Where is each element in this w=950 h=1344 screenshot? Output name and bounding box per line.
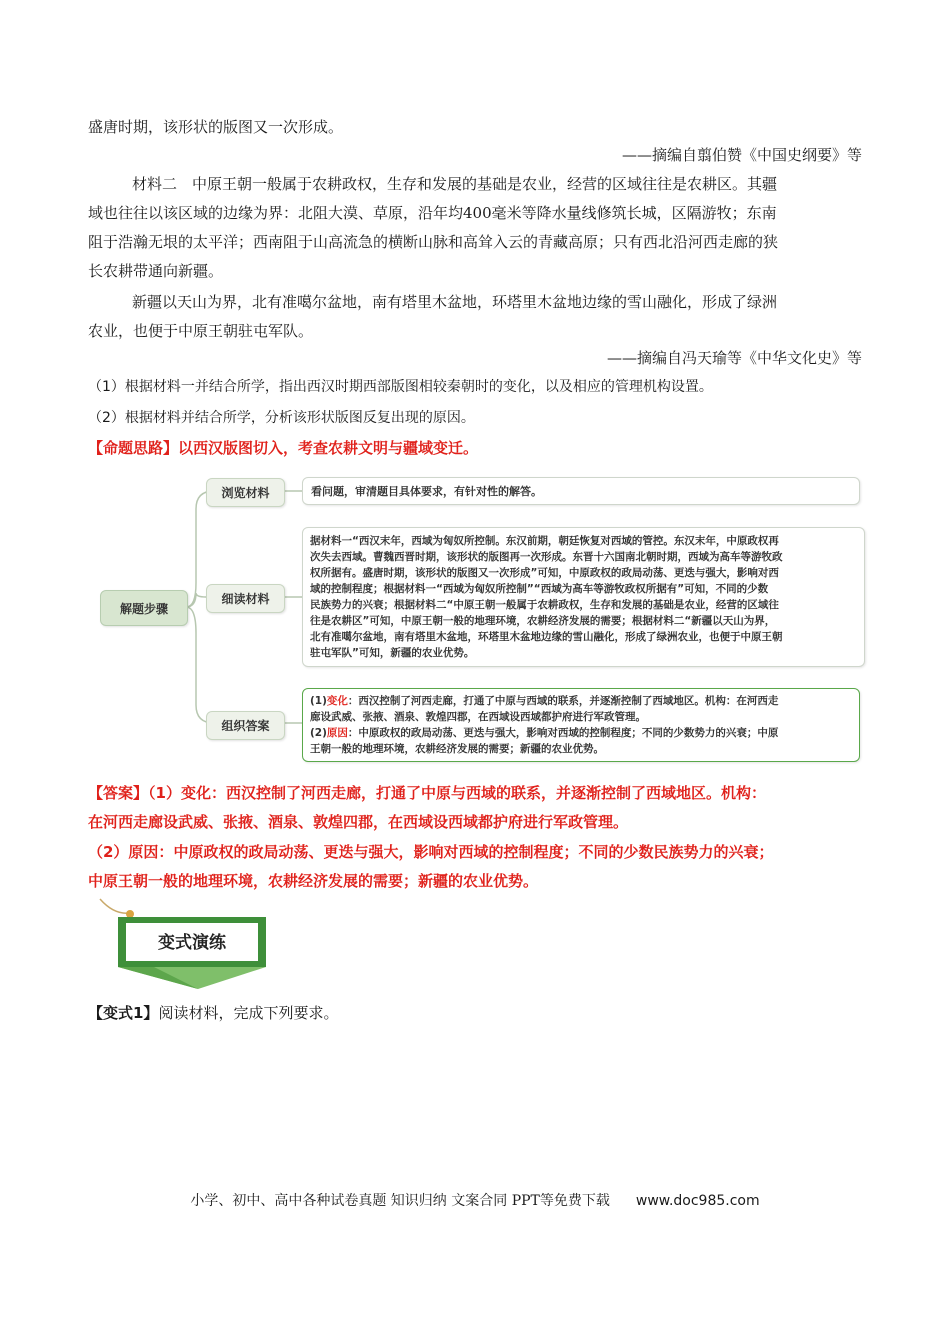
material-2-line: 域也往往以该区域的边缘为界：北阻大漠、草原，沿年均400毫米等降水量线修筑长城，区隔游牧；东南	[88, 204, 777, 222]
read-content-line: 次失去西域。曹魏西晋时期，该形状的版图再一次形成。东晋十六国南北朝时期，西域为高车等游牧政	[310, 551, 783, 563]
question-intent: 【命题思路】以西汉版图切入，考查农耕文明与疆域变迁。	[88, 439, 479, 457]
variant-text: 阅读材料，完成下列要求。	[158, 1004, 339, 1022]
step-node-read: 细读材料	[206, 584, 285, 613]
step-node-answer: 组织答案	[206, 711, 285, 740]
answer-1-text: ：西汉控制了河西走廊，打通了中原与西域的联系，并逐渐控制了西域地区。机构：在河西走	[347, 695, 779, 707]
section-banner	[94, 897, 274, 992]
read-content-line: 驻屯军队”可知，新疆的农业优势。	[310, 647, 475, 659]
read-content-box	[302, 527, 865, 667]
source-citation-1: ——摘编自翦伯赞《中国史纲要》等	[621, 146, 862, 164]
answer-line-3	[310, 725, 852, 741]
answer-1-prefix: (1)	[310, 695, 327, 707]
solution-steps-diagram	[96, 473, 868, 765]
banner-twine	[100, 899, 130, 913]
banner-knot-icon	[126, 910, 134, 918]
read-content-line: 据材料一“西汉末年，西域为匈奴所控制。东汉前期，朝廷恢复对西域的管控。东汉末年，中原政权再	[310, 535, 779, 547]
variant-label: 【变式1】	[88, 1004, 159, 1022]
answer-line-1	[310, 693, 852, 709]
banner-graphic	[94, 897, 274, 992]
root-node-solution-steps: 解题步骤	[100, 590, 188, 626]
answer-1-key: 变化	[326, 695, 348, 707]
question-1: （1）根据材料一并结合所学，指出西汉时期西部版图相较秦朝时的变化，以及相应的管理机构设置。	[88, 379, 713, 395]
browse-content-box	[302, 477, 860, 505]
banner-title: 变式演练	[158, 933, 226, 953]
material-2-line: 材料二 中原王朝一般属于农耕政权，生存和发展的基础是农业，经营的区域往往是农耕区。其疆	[132, 175, 778, 193]
variant-heading	[88, 1003, 338, 1023]
material-2-line: 阻于浩瀚无垠的太平洋；西南阻于山高流急的横断山脉和高耸入云的青藏高原；只有西北沿河西走廊的狭	[88, 233, 779, 251]
read-content-line: 域的控制程度；根据材料一“西域为匈奴所控制”“西域为高车等游牧政权所据有”可知，不同的少数	[310, 583, 769, 595]
answer-2-prefix: (2)	[310, 727, 327, 739]
read-content-line: 北有准噶尔盆地，南有塔里木盆地，环塔里木盆地边缘的雪山融化，形成了绿洲农业，也便于中原王朝	[310, 631, 783, 643]
paragraph-tang: 盛唐时期，该形状的版图又一次形成。	[88, 118, 344, 136]
answer-line-4: 王朝一般的地理环境，农耕经济发展的需要；新疆的农业优势。	[310, 743, 604, 755]
answer-content-box	[302, 688, 860, 762]
read-content-line: 权所据有。盛唐时期，该形状的版图又一次形成”可知，中原政权的政局动荡、更迭与强大，影响对西	[310, 567, 779, 579]
answer-line: 在河西走廊设武威、张掖、酒泉、敦煌四郡，在西域设西域都护府进行军政管理。	[88, 813, 629, 831]
material-2-line: 长农耕带通向新疆。	[88, 262, 224, 280]
step-node-browse: 浏览材料	[206, 478, 285, 507]
read-content-line: 民族势力的兴衰；根据材料二“中原王朝一般属于农耕政权，生存和发展的基础是农业，经营的区域往	[310, 599, 779, 611]
browse-content-line: 看问题，审清题目具体要求，有针对性的解答。	[311, 485, 542, 498]
footer-site-link[interactable]: www.doc985.com	[635, 1193, 760, 1209]
read-content-line: 往是农耕区”可知，中原王朝一般的地理环境，农耕经济发展的需要；根据材料二“新疆以天山为界，	[310, 615, 776, 627]
answer-line: 中原王朝一般的地理环境，农耕经济发展的需要；新疆的农业优势。	[88, 872, 539, 890]
answer-line: （2）原因：中原政权的政局动荡、更迭与强大，影响对西域的控制程度；不同的少数民族势力的兴衰；	[88, 843, 774, 861]
answer-2-key: 原因	[326, 727, 348, 739]
material-2b-line: 农业，也便于中原王朝驻屯军队。	[88, 322, 314, 340]
footer-text: 小学、初中、高中各种试卷真题 知识归纳 文案合同 PPT等免费下载	[190, 1193, 610, 1209]
answer-2-text: ：中原政权的政局动荡、更迭与强大，影响对西域的控制程度；不同的少数势力的兴衰；中原	[347, 727, 779, 739]
question-2: （2）根据材料并结合所学，分析该形状版图反复出现的原因。	[88, 410, 475, 426]
page-footer	[0, 1192, 950, 1210]
answer-line: 【答案】（1）变化：西汉控制了河西走廊，打通了中原与西域的联系，并逐渐控制了西域地区。机构：	[88, 784, 766, 802]
source-citation-2: ——摘编自冯天瑜等《中华文化史》等	[606, 349, 862, 367]
material-2b-line: 新疆以天山为界，北有准噶尔盆地，南有塔里木盆地，环塔里木盆地边缘的雪山融化，形成了绿洲	[132, 293, 778, 311]
answer-line-2: 廊设武威、张掖、酒泉、敦煌四郡，在西域设西域都护府进行军政管理。	[310, 711, 646, 723]
